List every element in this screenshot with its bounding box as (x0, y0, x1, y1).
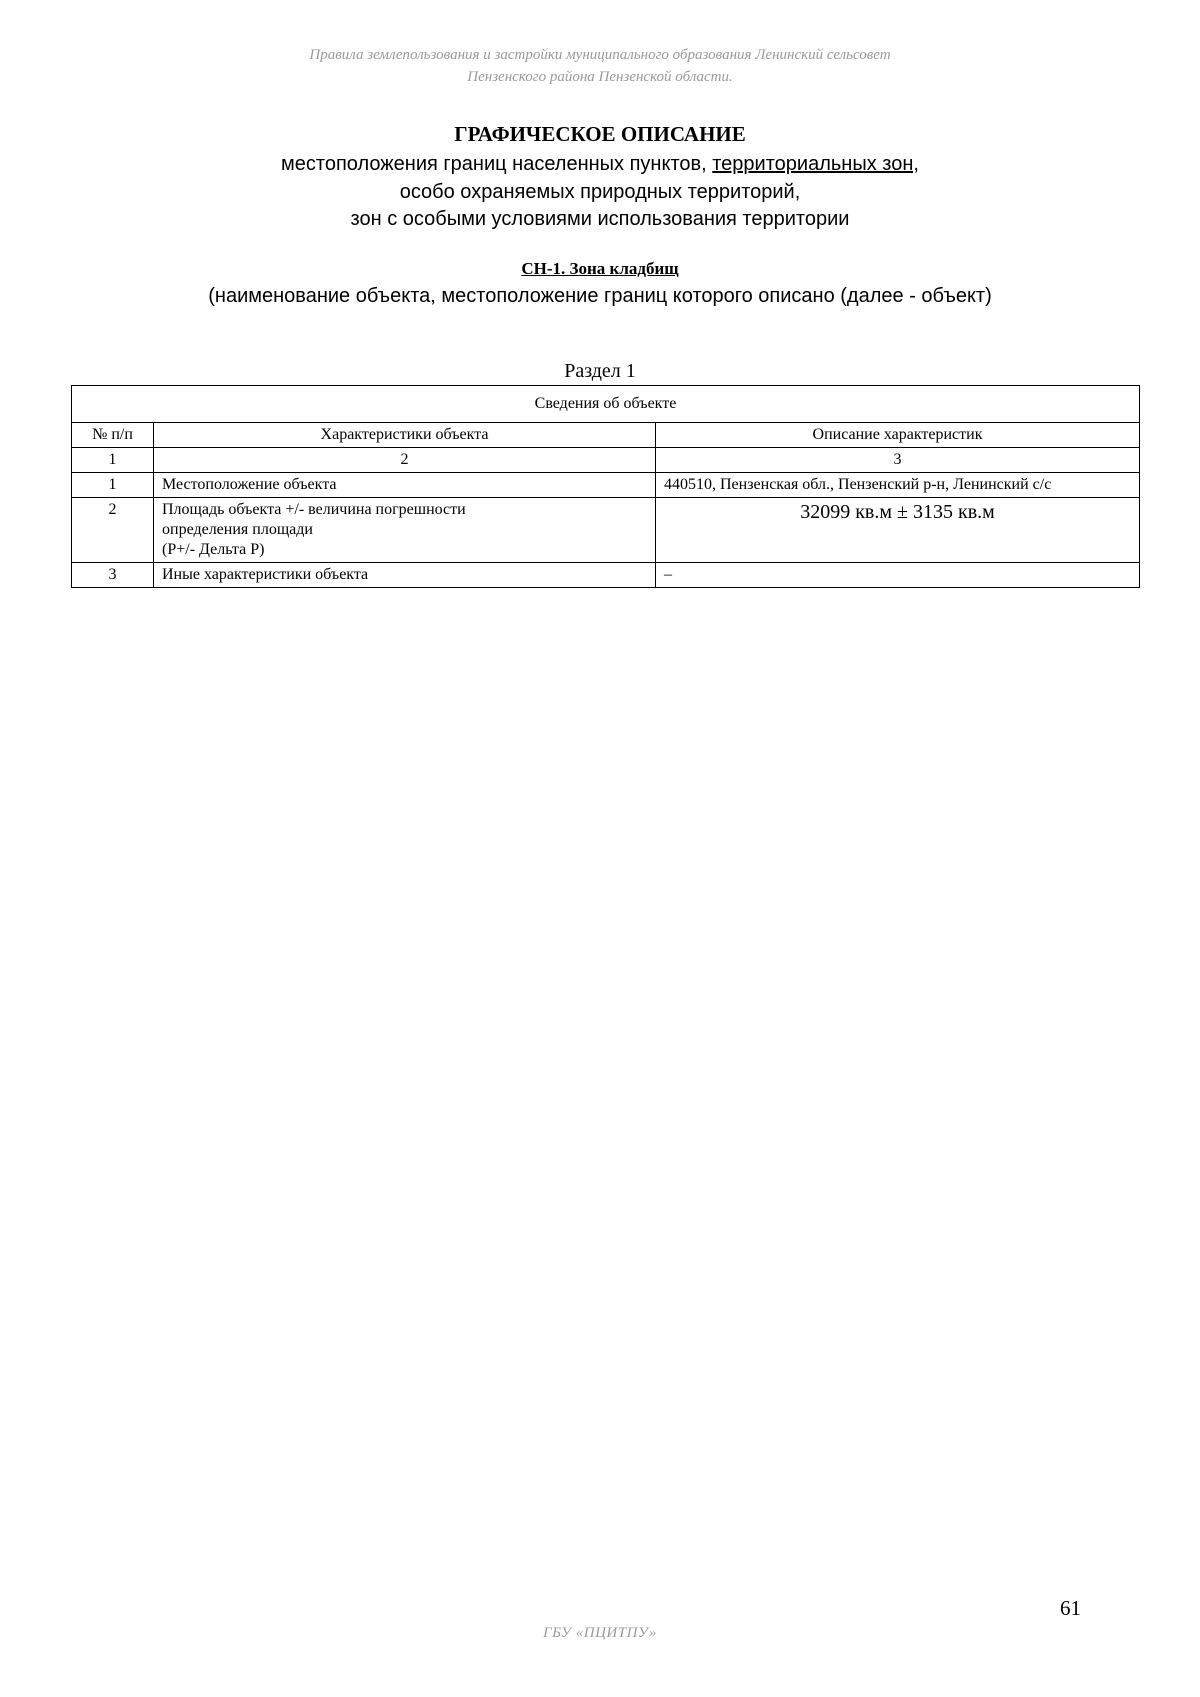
table-row (72, 498, 1140, 563)
characteristic-line: Площадь объекта +/- величина погрешности (162, 501, 466, 518)
characteristic-line: (Р+/- Дельта Р) (162, 541, 265, 558)
document-title: ГРАФИЧЕСКОЕ ОПИСАНИЕ (454, 122, 746, 146)
footer-organization: ГБУ «ПЦИТПУ» (543, 1625, 657, 1641)
table-column-number-row (72, 448, 1140, 473)
subtitle-line-1-underlined: территориальных зон, (712, 153, 919, 175)
table-header-row (72, 423, 1140, 448)
table-caption: Сведения об объекте (72, 386, 1140, 423)
table-row (72, 473, 1140, 498)
subtitle-line-3: зон с особыми условиями использования территории (350, 208, 850, 230)
header-number: № п/п (72, 423, 154, 448)
subtitle-line-2: особо охраняемых природных территорий, (399, 181, 801, 203)
row-number: 2 (72, 498, 154, 563)
running-header-line-2: Пензенского района Пензенской области. (467, 69, 733, 85)
header-description: Описание характеристик (656, 423, 1140, 448)
table-caption-row (72, 386, 1140, 423)
characteristic-line: определения площади (162, 521, 313, 538)
page-number: 61 (1060, 1596, 1081, 1620)
row-number: 1 (72, 473, 154, 498)
table-row (72, 563, 1140, 588)
subtitle-line-1 (0, 152, 1200, 176)
column-number-3: 3 (656, 448, 1140, 473)
row-description: – (656, 563, 1140, 588)
characteristic-line: Иные характеристики объекта (162, 566, 369, 583)
header-characteristic: Характеристики объекта (154, 423, 656, 448)
row-characteristic (154, 563, 656, 588)
running-header-line-1: Правила землепользования и застройки муниципального образования Ленинский сельсовет (309, 47, 891, 63)
row-description-area: 32099 кв.м ± 3135 кв.м (656, 498, 1140, 563)
row-number: 3 (72, 563, 154, 588)
row-characteristic (154, 498, 656, 563)
object-name-caption: (наименование объекта, местоположение границ которого описано (далее - объект) (208, 285, 992, 307)
object-info-table (71, 385, 1140, 588)
characteristic-line: Местоположение объекта (162, 476, 337, 493)
column-number-1: 1 (72, 448, 154, 473)
object-name: СН-1. Зона кладбищ (521, 259, 679, 278)
subtitle-line-1-text: местоположения границ населенных пунктов, (281, 153, 713, 175)
row-description: 440510, Пензенская обл., Пензенский р-н, Ленинский с/с (656, 473, 1140, 498)
row-characteristic (154, 473, 656, 498)
section-label: Раздел 1 (564, 360, 636, 382)
running-header (0, 44, 1200, 88)
column-number-2: 2 (154, 448, 656, 473)
